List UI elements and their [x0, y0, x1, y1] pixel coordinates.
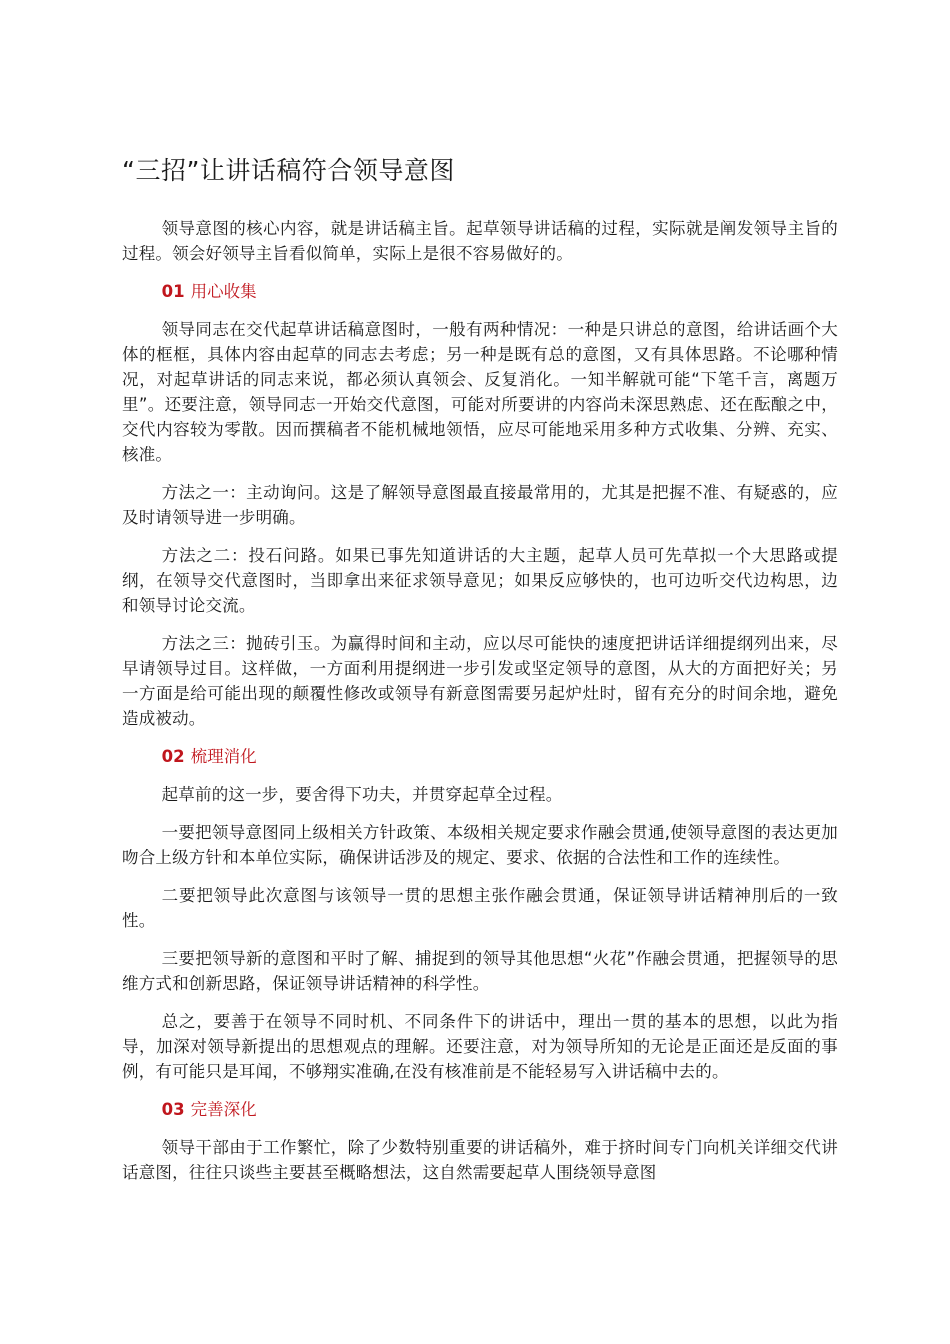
body-paragraph: 二要把领导此次意图与该领导一贯的思想主张作融会贯通，保证领导讲话精神刖后的一致性。 — [122, 886, 838, 930]
body-paragraph: 方法之三：抛砖引玉。为赢得时间和主动，应以尽可能快的速度把讲话详细提纲列出来，尽早请领导过目。这样做，一方面利用提纲进一步引发或坚定领导的意图，从大的方面把好关；另一方面是给可能出现的颠覆性修改或领导有新意图需要另起炉灶时，留有充分的时间余地，避免造成被动。 — [122, 634, 838, 728]
section-title: 梳理消化 — [190, 747, 257, 766]
section-heading-2 — [122, 744, 838, 769]
section-title: 完善深化 — [190, 1100, 257, 1119]
body-paragraph: 起草前的这一步，要舍得下功夫，并贯穿起草全过程。 — [161, 785, 563, 804]
section-number: 03 — [161, 1100, 185, 1119]
section-heading-3 — [122, 1097, 838, 1122]
body-paragraph: 总之，要善于在领导不同时机、不同条件下的讲话中，理出一贯的基本的思想，以此为指导，加深对领导新提出的思想观点的理解。还要注意，对为领导所知的无论是正面还是反面的事例，有可能只是耳闻，不够翔实准确,在没有核准前是不能轻易写入讲话稿中去的。 — [122, 1012, 838, 1081]
intro-paragraph: 领导意图的核心内容，就是讲话稿主旨。起草领导讲话稿的过程，实际就是阐发领导主旨的过程。领会好领导主旨看似简单，实际上是很不容易做好的。 — [122, 219, 838, 263]
body-paragraph: 三要把领导新的意图和平时了解、捕捉到的领导其他思想“火花”作融会贯通，把握领导的思维方式和创新思路，保证领导讲话精神的科学性。 — [122, 949, 838, 993]
section-number: 01 — [161, 282, 185, 301]
section-heading-1 — [122, 279, 838, 304]
body-paragraph: 领导干部由于工作繁忙，除了少数特别重要的讲话稿外，难于挤时间专门向机关详细交代讲话意图，往往只谈些主要甚至概略想法，这自然需要起草人围绕领导意图 — [122, 1138, 838, 1182]
body-paragraph: 一要把领导意图同上级相关方针政策、本级相关规定要求作融会贯通,使领导意图的表达更加吻合上级方针和本单位实际，确保讲话涉及的规定、要求、依据的合法性和工作的连续性。 — [122, 823, 838, 867]
section-title: 用心收集 — [190, 282, 257, 301]
document-title: “三招”让讲话稿符合领导意图 — [122, 156, 455, 185]
body-paragraph: 领导同志在交代起草讲话稿意图时，一般有两种情况：一种是只讲总的意图，给讲话画个大体的框框，具体内容由起草的同志去考虑；另一种是既有总的意图，又有具体思路。不论哪种情况，对起草讲话的同志来说，都必须认真领会、反复消化。一知半解就可能“下笔千言，离题万里”。还要注意，领导同志一开始交代意图，可能对所要讲的内容尚未深思熟虑、还在酝酿之中，交代内容较为零散。因而撰稿者不能机械地领悟，应尽可能地采用多种方式收集、分辨、充实、核准。 — [122, 320, 838, 464]
document-page — [122, 150, 838, 1198]
section-number: 02 — [161, 747, 185, 766]
body-paragraph: 方法之二：投石问路。如果已事先知道讲话的大主题，起草人员可先草拟一个大思路或提纲，在领导交代意图时，当即拿出来征求领导意见；如果反应够快的，也可边听交代边构思，边和领导讨论交流。 — [122, 546, 838, 615]
body-paragraph: 方法之一：主动询问。这是了解领导意图最直接最常用的，尤其是把握不准、有疑惑的，应及时请领导进一步明确。 — [122, 483, 838, 527]
